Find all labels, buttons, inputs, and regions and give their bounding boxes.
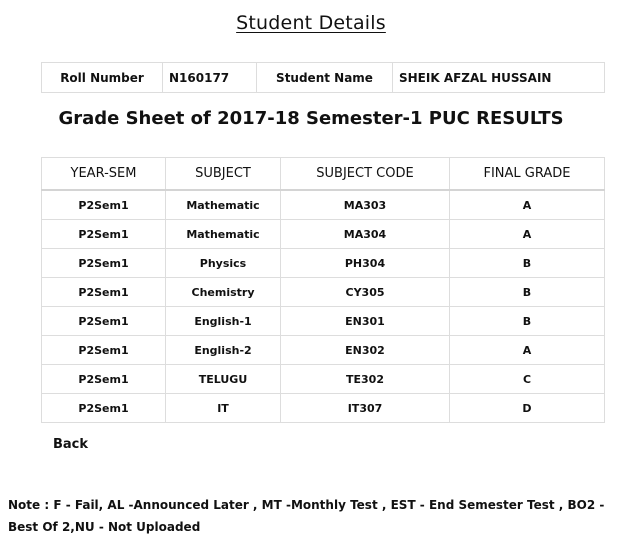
cell-final-grade: A [450,220,605,249]
cell-final-grade: A [450,190,605,220]
grade-table [41,157,605,423]
student-info-table [41,62,605,93]
cell-subject-code: PH304 [281,249,450,278]
column-header-subject-code: SUBJECT CODE [281,158,450,191]
cell-year-sem: P2Sem1 [42,307,166,336]
cell-subject: Mathematic [166,220,281,249]
footer-note: Note : F - Fail, AL -Announced Later , MT -Monthly Test , EST - End Semester Test , BO2 - Best Of 2,NU - Not Uploaded [8,498,605,534]
cell-subject: IT [166,394,281,423]
cell-final-grade: D [450,394,605,423]
cell-subject-code: TE302 [281,365,450,394]
grade-table-header-row [42,158,605,191]
roll-number-label: Roll Number [42,63,163,93]
cell-final-grade: B [450,278,605,307]
cell-final-grade: B [450,249,605,278]
cell-subject-code: EN302 [281,336,450,365]
column-header-subject: SUBJECT [166,158,281,191]
table-row [42,278,605,307]
cell-subject: Physics [166,249,281,278]
cell-subject: English-2 [166,336,281,365]
table-row [42,249,605,278]
back-link[interactable]: Back [53,437,89,452]
cell-subject-code: EN301 [281,307,450,336]
cell-subject: TELUGU [166,365,281,394]
cell-subject-code: IT307 [281,394,450,423]
cell-subject-code: MA304 [281,220,450,249]
page-title: Student Details [236,12,386,34]
table-row [42,394,605,423]
cell-final-grade: B [450,307,605,336]
column-header-year-sem: YEAR-SEM [42,158,166,191]
cell-year-sem: P2Sem1 [42,278,166,307]
cell-final-grade: C [450,365,605,394]
cell-year-sem: P2Sem1 [42,336,166,365]
student-name-value: SHEIK AFZAL HUSSAIN [393,63,605,93]
cell-year-sem: P2Sem1 [42,394,166,423]
column-header-final-grade: FINAL GRADE [450,158,605,191]
student-info-row [42,63,605,93]
roll-number-value: N160177 [163,63,257,93]
cell-year-sem: P2Sem1 [42,220,166,249]
grade-sheet-title: Grade Sheet of 2017-18 Semester-1 PUC RESULTS [58,108,564,129]
table-row [42,190,605,220]
cell-subject-code: CY305 [281,278,450,307]
cell-subject: Mathematic [166,190,281,220]
cell-year-sem: P2Sem1 [42,365,166,394]
student-name-label: Student Name [257,63,393,93]
cell-year-sem: P2Sem1 [42,190,166,220]
cell-final-grade: A [450,336,605,365]
table-row [42,336,605,365]
cell-subject: English-1 [166,307,281,336]
cell-year-sem: P2Sem1 [42,249,166,278]
cell-subject: Chemistry [166,278,281,307]
cell-subject-code: MA303 [281,190,450,220]
table-row [42,307,605,336]
table-row [42,220,605,249]
table-row [42,365,605,394]
